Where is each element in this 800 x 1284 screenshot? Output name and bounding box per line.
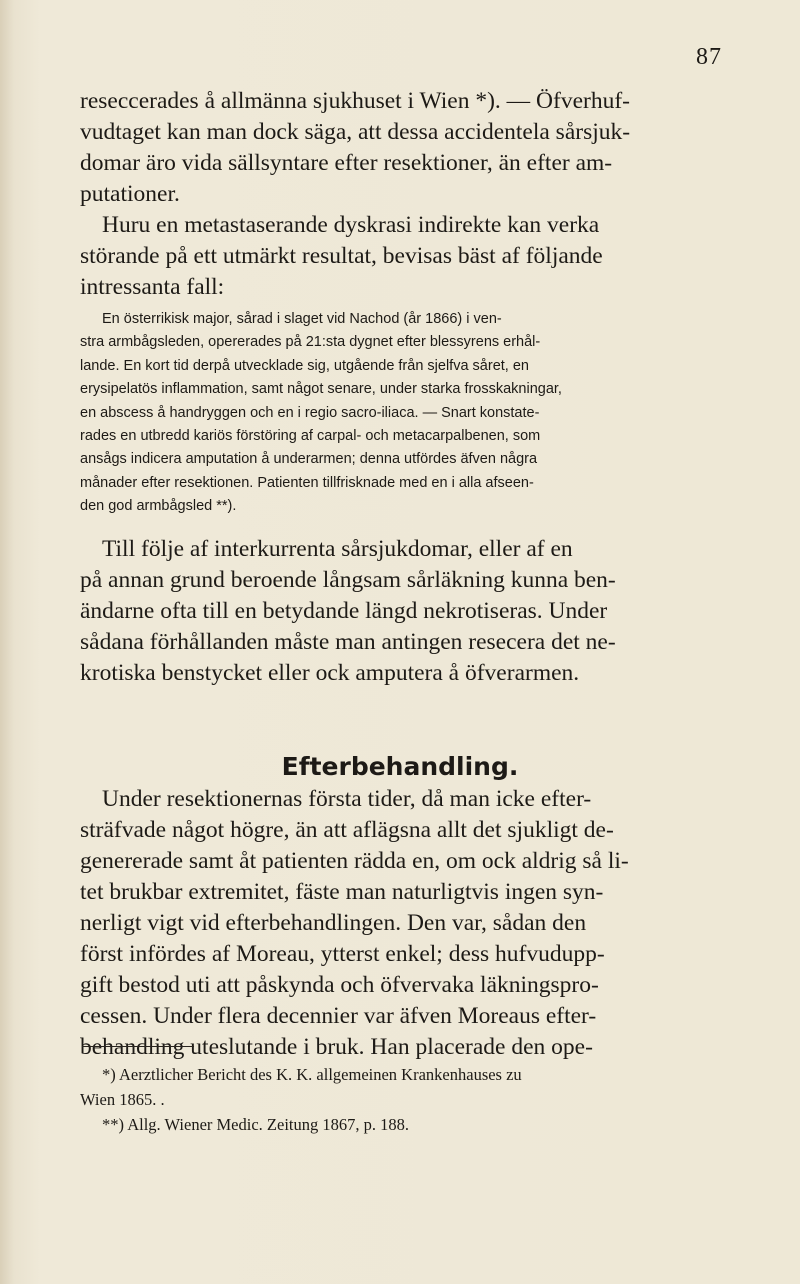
paragraph-4 <box>80 784 722 1063</box>
case-line: En österrikisk major, sårad i slaget vid Nachod (år 1866) i ven- <box>102 311 502 327</box>
text-line: krotiska benstycket eller ock amputera å öfverarmen. <box>80 660 580 686</box>
text-line: genererade samt åt patienten rädda en, om ock aldrig så li- <box>80 848 629 874</box>
text-line: tet brukbar extremitet, fäste man naturligtvis ingen syn- <box>80 879 604 905</box>
case-line: lande. En kort tid derpå utvecklade sig, utgående från sjelfva såret, en <box>80 357 529 374</box>
text-line: reseccerades å allmänna sjukhuset i Wien *). — Öfverhuf- <box>80 88 631 114</box>
page-number: 87 <box>696 44 722 70</box>
paragraph-3 <box>80 534 722 689</box>
case-line: erysipelatös inflammation, samt något senare, under starka frosskakningar, <box>80 381 562 398</box>
case-line: ansågs indicera amputation å underarmen; denna utfördes äfven några <box>80 451 538 468</box>
case-line: rades en utbredd kariös förstöring af carpal- och metacarpalbenen, som <box>80 428 541 445</box>
case-line: den god armbågsled **). <box>80 498 237 515</box>
text-line: gift bestod uti att påskynda och öfvervaka läkningspro- <box>80 972 599 998</box>
text-line: ändarne ofta till en betydande längd nekrotiseras. Under <box>80 598 608 624</box>
footnote-line: *) Aerztlicher Bericht des K. K. allgemeinen Krankenhauses zu <box>102 1065 522 1084</box>
text-line: först infördes af Moreau, ytterst enkel; dess hufvudupp- <box>80 941 605 967</box>
footnote-line: Wien 1865. . <box>80 1090 165 1109</box>
text-line: intressanta fall: <box>80 274 225 300</box>
text-line: Under resektionernas första tider, då man icke efter- <box>102 786 592 812</box>
footnote-divider <box>82 1046 194 1047</box>
text-line: nerligt vigt vid efterbehandlingen. Den var, sådan den <box>80 910 587 936</box>
paragraph-2 <box>80 210 722 303</box>
case-line: månader efter resektionen. Patienten tillfrisknade med en i alla afseen- <box>80 474 534 491</box>
case-report <box>80 308 722 519</box>
text-line: putationer. <box>80 181 180 207</box>
footnote-line: **) Allg. Wiener Medic. Zeitung 1867, p. 188. <box>102 1115 409 1134</box>
case-line: en abscess å handryggen och en i regio sacro-iliaca. — Snart konstate- <box>80 404 540 421</box>
text-line: Huru en metastaserande dyskrasi indirekte kan verka <box>102 212 600 238</box>
case-line: stra armbågsleden, opererades på 21:sta dygnet efter blessyrens erhål- <box>80 334 541 351</box>
section-heading: Efterbehandling. <box>281 752 519 781</box>
text-line: sträfvade något högre, än att aflägsna allt det sjukligt de- <box>80 817 614 843</box>
paragraph-1 <box>80 86 722 210</box>
text-line: behandling uteslutande i bruk. Han placerade den ope- <box>80 1034 593 1060</box>
text-line: på annan grund beroende långsam sårläkning kunna ben- <box>80 567 616 593</box>
footnotes <box>80 1062 722 1137</box>
text-line: domar äro vida sällsyntare efter resektioner, än efter am- <box>80 150 613 176</box>
text-line: Till följe af interkurrenta sårsjukdomar, eller af en <box>102 536 573 562</box>
text-line: störande på ett utmärkt resultat, bevisas bäst af följande <box>80 243 603 269</box>
text-line: sådana förhållanden måste man antingen resecera det ne- <box>80 629 616 655</box>
text-line: cessen. Under flera decennier var äfven Moreaus efter- <box>80 1003 597 1029</box>
text-line: vudtaget kan man dock säga, att dessa accidentela sårsjuk- <box>80 119 631 145</box>
